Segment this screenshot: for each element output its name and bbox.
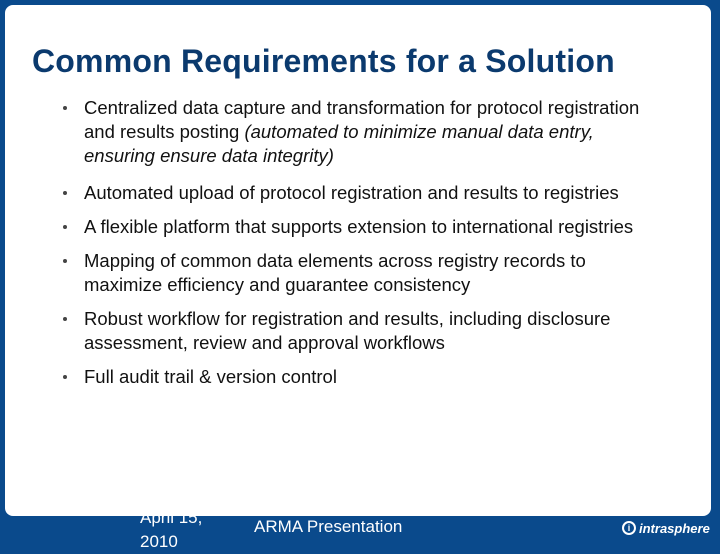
bullet-text: Robust workflow for registration and results, including disclosure assessment, review and approval workflows bbox=[84, 308, 611, 353]
bullet-icon bbox=[63, 259, 67, 263]
slide-title: Common Requirements for a Solution bbox=[32, 43, 615, 79]
bullet-italic-text: (automated to minimize manual data entry, ensuring ensure data integrity) bbox=[84, 121, 594, 166]
footer-label: ARMA Presentation bbox=[254, 517, 403, 536]
bullet-icon bbox=[63, 317, 67, 321]
list-item bbox=[61, 96, 661, 168]
slide-canvas bbox=[5, 5, 711, 516]
footer-date: April 15, 2010 bbox=[140, 508, 203, 551]
bullet-icon bbox=[63, 225, 67, 229]
list-item bbox=[61, 215, 661, 239]
intrasphere-logo-icon: i bbox=[622, 521, 636, 535]
list-item bbox=[61, 181, 661, 205]
bullet-icon bbox=[63, 375, 67, 379]
bullet-text: Centralized data capture and transformation for protocol registration and results posting bbox=[84, 97, 640, 142]
bullet-text: Mapping of common data elements across registry records to maximize efficiency and guarantee consistency bbox=[84, 250, 586, 295]
bullet-list bbox=[61, 96, 661, 389]
bullet-text: Full audit trail & version control bbox=[84, 366, 337, 387]
bullet-text: A flexible platform that supports extension to international registries bbox=[84, 216, 634, 237]
company-logo bbox=[622, 518, 710, 538]
bullet-icon bbox=[63, 106, 67, 110]
bullet-icon bbox=[63, 191, 67, 195]
list-item bbox=[61, 365, 661, 389]
bullet-text: Automated upload of protocol registration and results to registries bbox=[84, 182, 619, 203]
logo-text: intrasphere bbox=[639, 520, 710, 536]
list-item bbox=[61, 249, 661, 297]
list-item bbox=[61, 307, 661, 355]
